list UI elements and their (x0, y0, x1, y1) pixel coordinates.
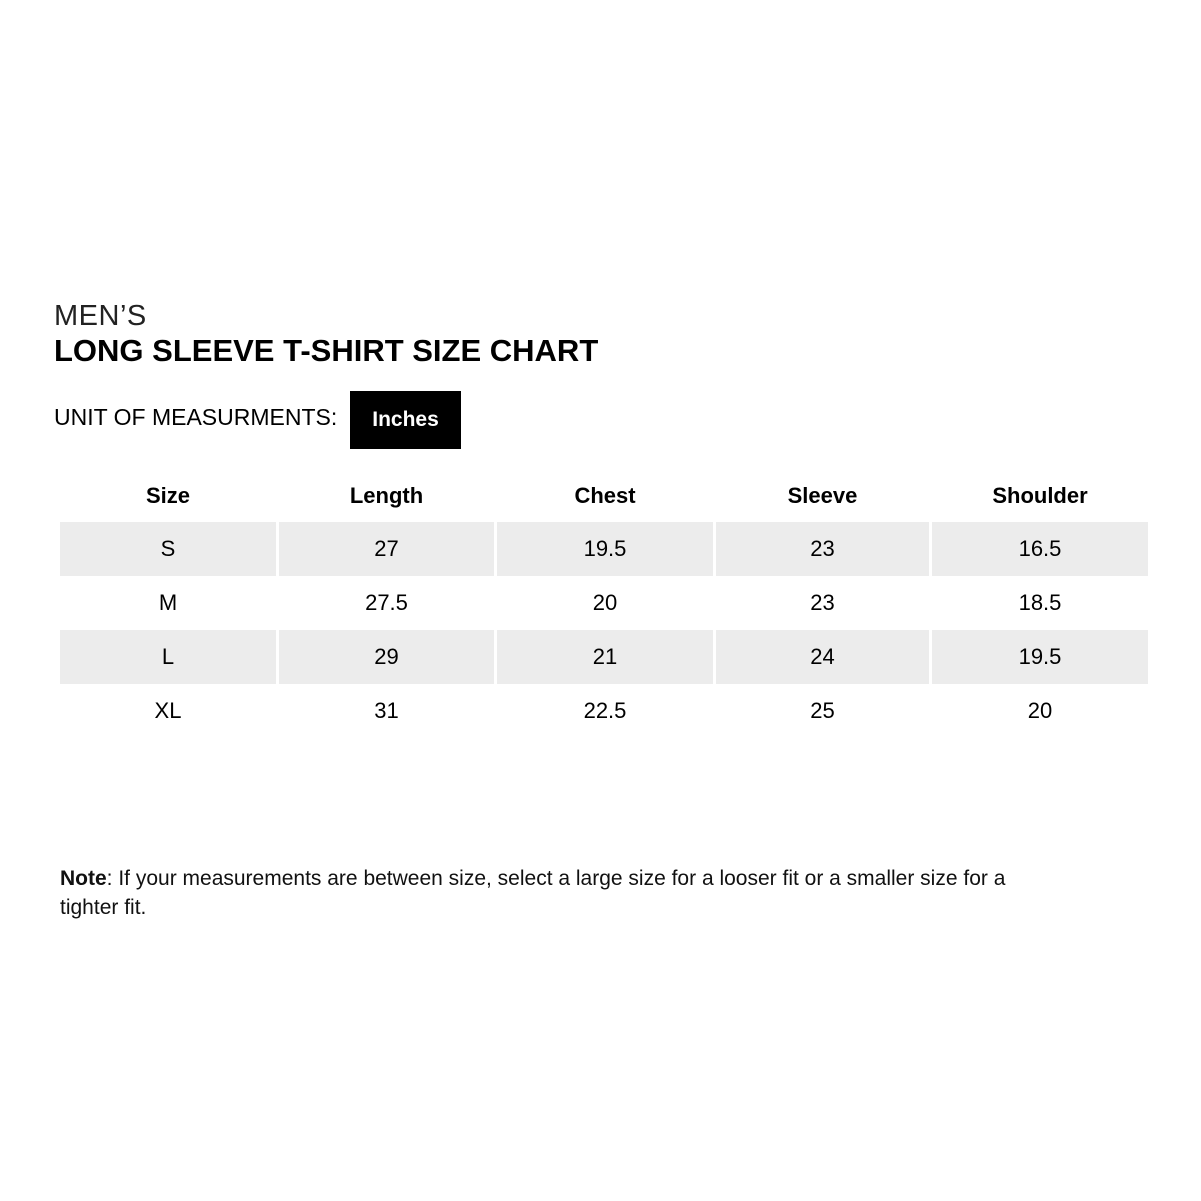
table-cell: 31 (374, 698, 399, 723)
table-cell: 23 (716, 522, 929, 576)
column-header-sleeve: Sleeve (787, 483, 858, 508)
table-cell: 19.5 (497, 522, 713, 576)
table-cell: S (60, 522, 276, 576)
table-header-row (60, 470, 1148, 522)
table-cell: 16.5 (932, 522, 1148, 576)
table-cell: 25 (810, 698, 835, 723)
table-cell: 27 (279, 522, 494, 576)
table-cell: 22.5 (583, 698, 627, 723)
table-cell: 20 (592, 590, 618, 615)
table-row (60, 522, 1148, 576)
unit-label: UNIT OF MEASURMENTS: (54, 404, 338, 430)
table-row (60, 576, 1148, 630)
unit-badge: Inches (350, 391, 461, 449)
size-table (57, 470, 1151, 738)
table-row (60, 630, 1148, 684)
table-cell: 21 (497, 630, 713, 684)
table-cell: 19.5 (932, 630, 1148, 684)
table-cell: M (158, 590, 178, 615)
table-cell: 20 (1027, 698, 1053, 723)
table-cell: 27.5 (365, 590, 408, 615)
table-cell: 24 (716, 630, 929, 684)
column-header-chest: Chest (574, 483, 636, 508)
page-title: LONG SLEEVE T-SHIRT SIZE CHART (54, 333, 599, 368)
table-cell: XL (154, 698, 182, 723)
note-text: : If your measurements are between size, select a large size for a looser fit or a smaller size for a tighter fit. (60, 867, 1006, 919)
table-cell: 29 (279, 630, 494, 684)
title-line-1: MEN’S (54, 300, 147, 332)
table-cell: 23 (810, 590, 835, 615)
table-row (60, 684, 1148, 738)
column-header-size: Size (145, 483, 191, 508)
note-label: Note (60, 867, 107, 890)
table-cell: 18.5 (1018, 590, 1062, 615)
fit-note (60, 864, 1060, 922)
column-header-length: Length (349, 483, 424, 508)
table-cell: L (60, 630, 276, 684)
column-header-shoulder: Shoulder (992, 483, 1088, 508)
